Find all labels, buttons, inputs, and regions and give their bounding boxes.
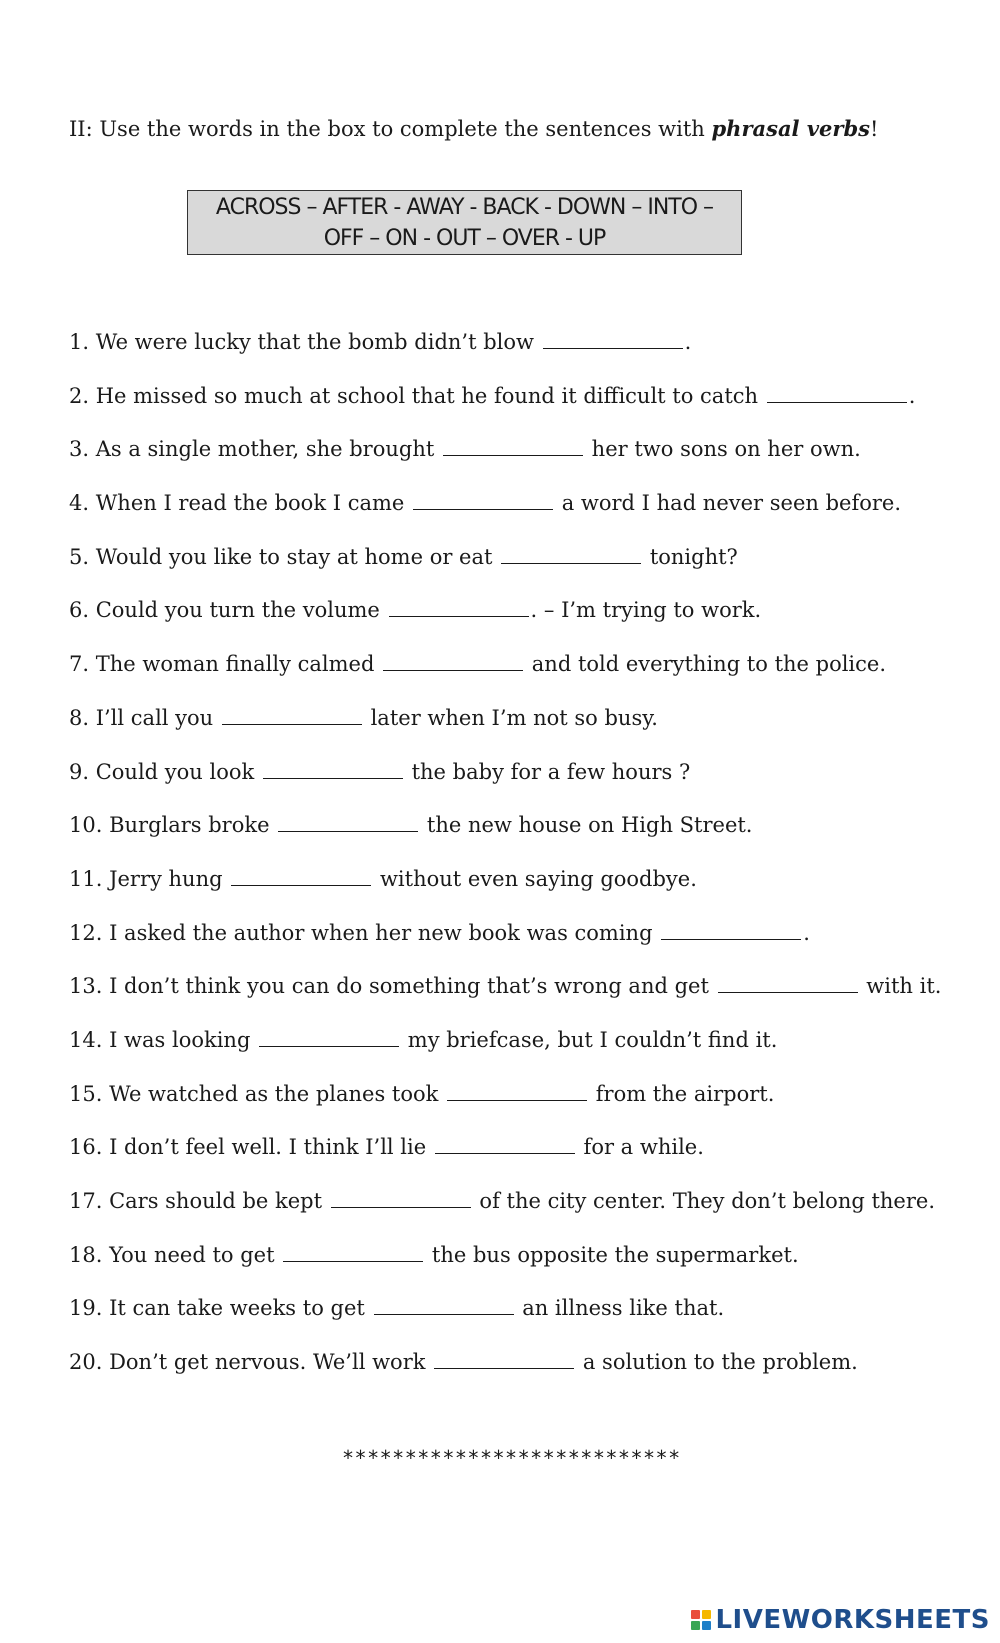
answer-blank[interactable] bbox=[435, 1131, 575, 1154]
sentence-item bbox=[69, 756, 941, 810]
sentence-item bbox=[69, 1078, 941, 1132]
answer-blank[interactable] bbox=[278, 809, 418, 832]
answer-blank[interactable] bbox=[383, 648, 523, 671]
sentence-text-after: . bbox=[803, 920, 810, 945]
sentence-text-before: 8. I’ll call you bbox=[69, 705, 214, 730]
sentence-item bbox=[69, 917, 941, 971]
sentence-text-before: 3. As a single mother, she brought bbox=[69, 437, 435, 462]
sentence-text-after: without even saying goodbye. bbox=[379, 866, 697, 891]
sentence-text-before: 13. I don’t think you can do something that’s wrong and get bbox=[69, 974, 709, 999]
sentence-text-after: with it. bbox=[866, 974, 942, 999]
sentence-text-after: later when I’m not so busy. bbox=[370, 705, 658, 730]
sentence-item bbox=[69, 1185, 941, 1239]
answer-blank[interactable] bbox=[389, 594, 529, 617]
divider-stars: *************************** bbox=[342, 1446, 681, 1470]
sentence-text-after: tonight? bbox=[649, 544, 738, 569]
sentence-text-after: and told everything to the police. bbox=[531, 652, 887, 677]
sentence-text-before: 12. I asked the author when her new book was coming bbox=[69, 920, 653, 945]
answer-blank[interactable] bbox=[331, 1185, 471, 1208]
sentence-text-after: a solution to the problem. bbox=[582, 1350, 858, 1375]
sentence-text-before: 9. Could you look bbox=[69, 759, 255, 784]
instruction-prefix: II: Use the words in the box to complete the sentences with bbox=[69, 117, 712, 141]
sentence-item bbox=[69, 1346, 941, 1400]
answer-blank[interactable] bbox=[259, 1024, 399, 1047]
sentence-text-after: for a while. bbox=[583, 1135, 704, 1160]
sentence-text-before: 7. The woman finally calmed bbox=[69, 652, 375, 677]
sentence-text-after: the new house on High Street. bbox=[426, 813, 753, 838]
sentence-text-before: 4. When I read the book I came bbox=[69, 491, 405, 516]
sentence-item bbox=[69, 1131, 941, 1185]
answer-blank[interactable] bbox=[661, 917, 801, 940]
sentence-item bbox=[69, 487, 941, 541]
sentence-text-after: a word I had never seen before. bbox=[561, 491, 902, 516]
sentence-item bbox=[69, 326, 941, 380]
sentence-text-after: an illness like that. bbox=[522, 1296, 725, 1321]
sentence-text-after: from the airport. bbox=[595, 1081, 775, 1106]
sentence-text-after: . bbox=[908, 383, 916, 408]
sentence-item bbox=[69, 1292, 941, 1346]
sentence-text-before: 5. Would you like to stay at home or eat bbox=[69, 544, 493, 569]
sentence-text-after: the bus opposite the supermarket. bbox=[431, 1242, 799, 1267]
watermark-text: LIVEWORKSHEETS bbox=[715, 1605, 990, 1635]
answer-blank[interactable] bbox=[413, 487, 553, 510]
sentence-item bbox=[69, 1239, 941, 1293]
instruction-suffix: ! bbox=[869, 117, 879, 141]
answer-blank[interactable] bbox=[374, 1292, 514, 1315]
sentence-text-before: 16. I don’t feel well. I think I’ll lie bbox=[69, 1135, 427, 1160]
sentence-list bbox=[69, 326, 941, 1400]
word-box-line-2: OFF – ON - OUT – OVER - UP bbox=[323, 226, 606, 251]
answer-blank[interactable] bbox=[501, 541, 641, 564]
word-box-line-1: ACROSS – AFTER - AWAY - BACK - DOWN – INTO – bbox=[215, 195, 714, 220]
answer-blank[interactable] bbox=[443, 433, 583, 456]
sentence-text-before: 18. You need to get bbox=[69, 1242, 275, 1267]
sentence-text-after: . bbox=[684, 330, 692, 354]
answer-blank[interactable] bbox=[231, 863, 371, 886]
word-box bbox=[187, 190, 742, 255]
sentence-text-before: 6. Could you turn the volume bbox=[69, 598, 380, 623]
watermark bbox=[691, 1605, 990, 1635]
sentence-text-before: 10. Burglars broke bbox=[69, 813, 270, 838]
sentence-item bbox=[69, 702, 941, 756]
answer-blank[interactable] bbox=[283, 1239, 423, 1262]
sentence-text-after: . – I’m trying to work. bbox=[530, 598, 762, 623]
instruction-emphasis: phrasal verbs bbox=[711, 116, 870, 141]
sentence-item bbox=[69, 970, 941, 1024]
sentence-text-before: 19. It can take weeks to get bbox=[69, 1296, 365, 1321]
answer-blank[interactable] bbox=[543, 326, 683, 349]
answer-blank[interactable] bbox=[447, 1078, 587, 1101]
sentence-item bbox=[69, 380, 941, 434]
sentence-text-before: 17. Cars should be kept bbox=[69, 1189, 323, 1213]
sentence-item bbox=[69, 648, 941, 702]
sentence-text-before: 20. Don’t get nervous. We’ll work bbox=[69, 1350, 426, 1375]
sentence-text-after: her two sons on her own. bbox=[591, 437, 861, 462]
liveworksheets-logo-icon bbox=[691, 1610, 711, 1630]
sentence-item bbox=[69, 809, 941, 863]
sentence-text-before: 14. I was looking bbox=[69, 1027, 251, 1052]
sentence-text-before: 15. We watched as the planes took bbox=[69, 1081, 439, 1106]
sentence-text-after: my briefcase, but I couldn’t find it. bbox=[407, 1027, 778, 1052]
sentence-item bbox=[69, 594, 941, 648]
answer-blank[interactable] bbox=[222, 702, 362, 725]
answer-blank[interactable] bbox=[718, 970, 858, 993]
sentence-text-before: 11. Jerry hung bbox=[69, 866, 223, 891]
sentence-text-after: of the city center. They don’t belong there. bbox=[479, 1189, 936, 1213]
sentence-item bbox=[69, 541, 941, 595]
sentence-item bbox=[69, 433, 941, 487]
answer-blank[interactable] bbox=[767, 380, 907, 403]
sentence-text-after: the baby for a few hours ? bbox=[411, 759, 691, 784]
instruction bbox=[69, 116, 878, 141]
sentence-text-before: 1. We were lucky that the bomb didn’t blow bbox=[69, 330, 534, 354]
sentence-item bbox=[69, 1024, 941, 1078]
answer-blank[interactable] bbox=[434, 1346, 574, 1369]
sentence-text-before: 2. He missed so much at school that he found it difficult to catch bbox=[69, 383, 759, 408]
sentence-item bbox=[69, 863, 941, 917]
answer-blank[interactable] bbox=[263, 756, 403, 779]
